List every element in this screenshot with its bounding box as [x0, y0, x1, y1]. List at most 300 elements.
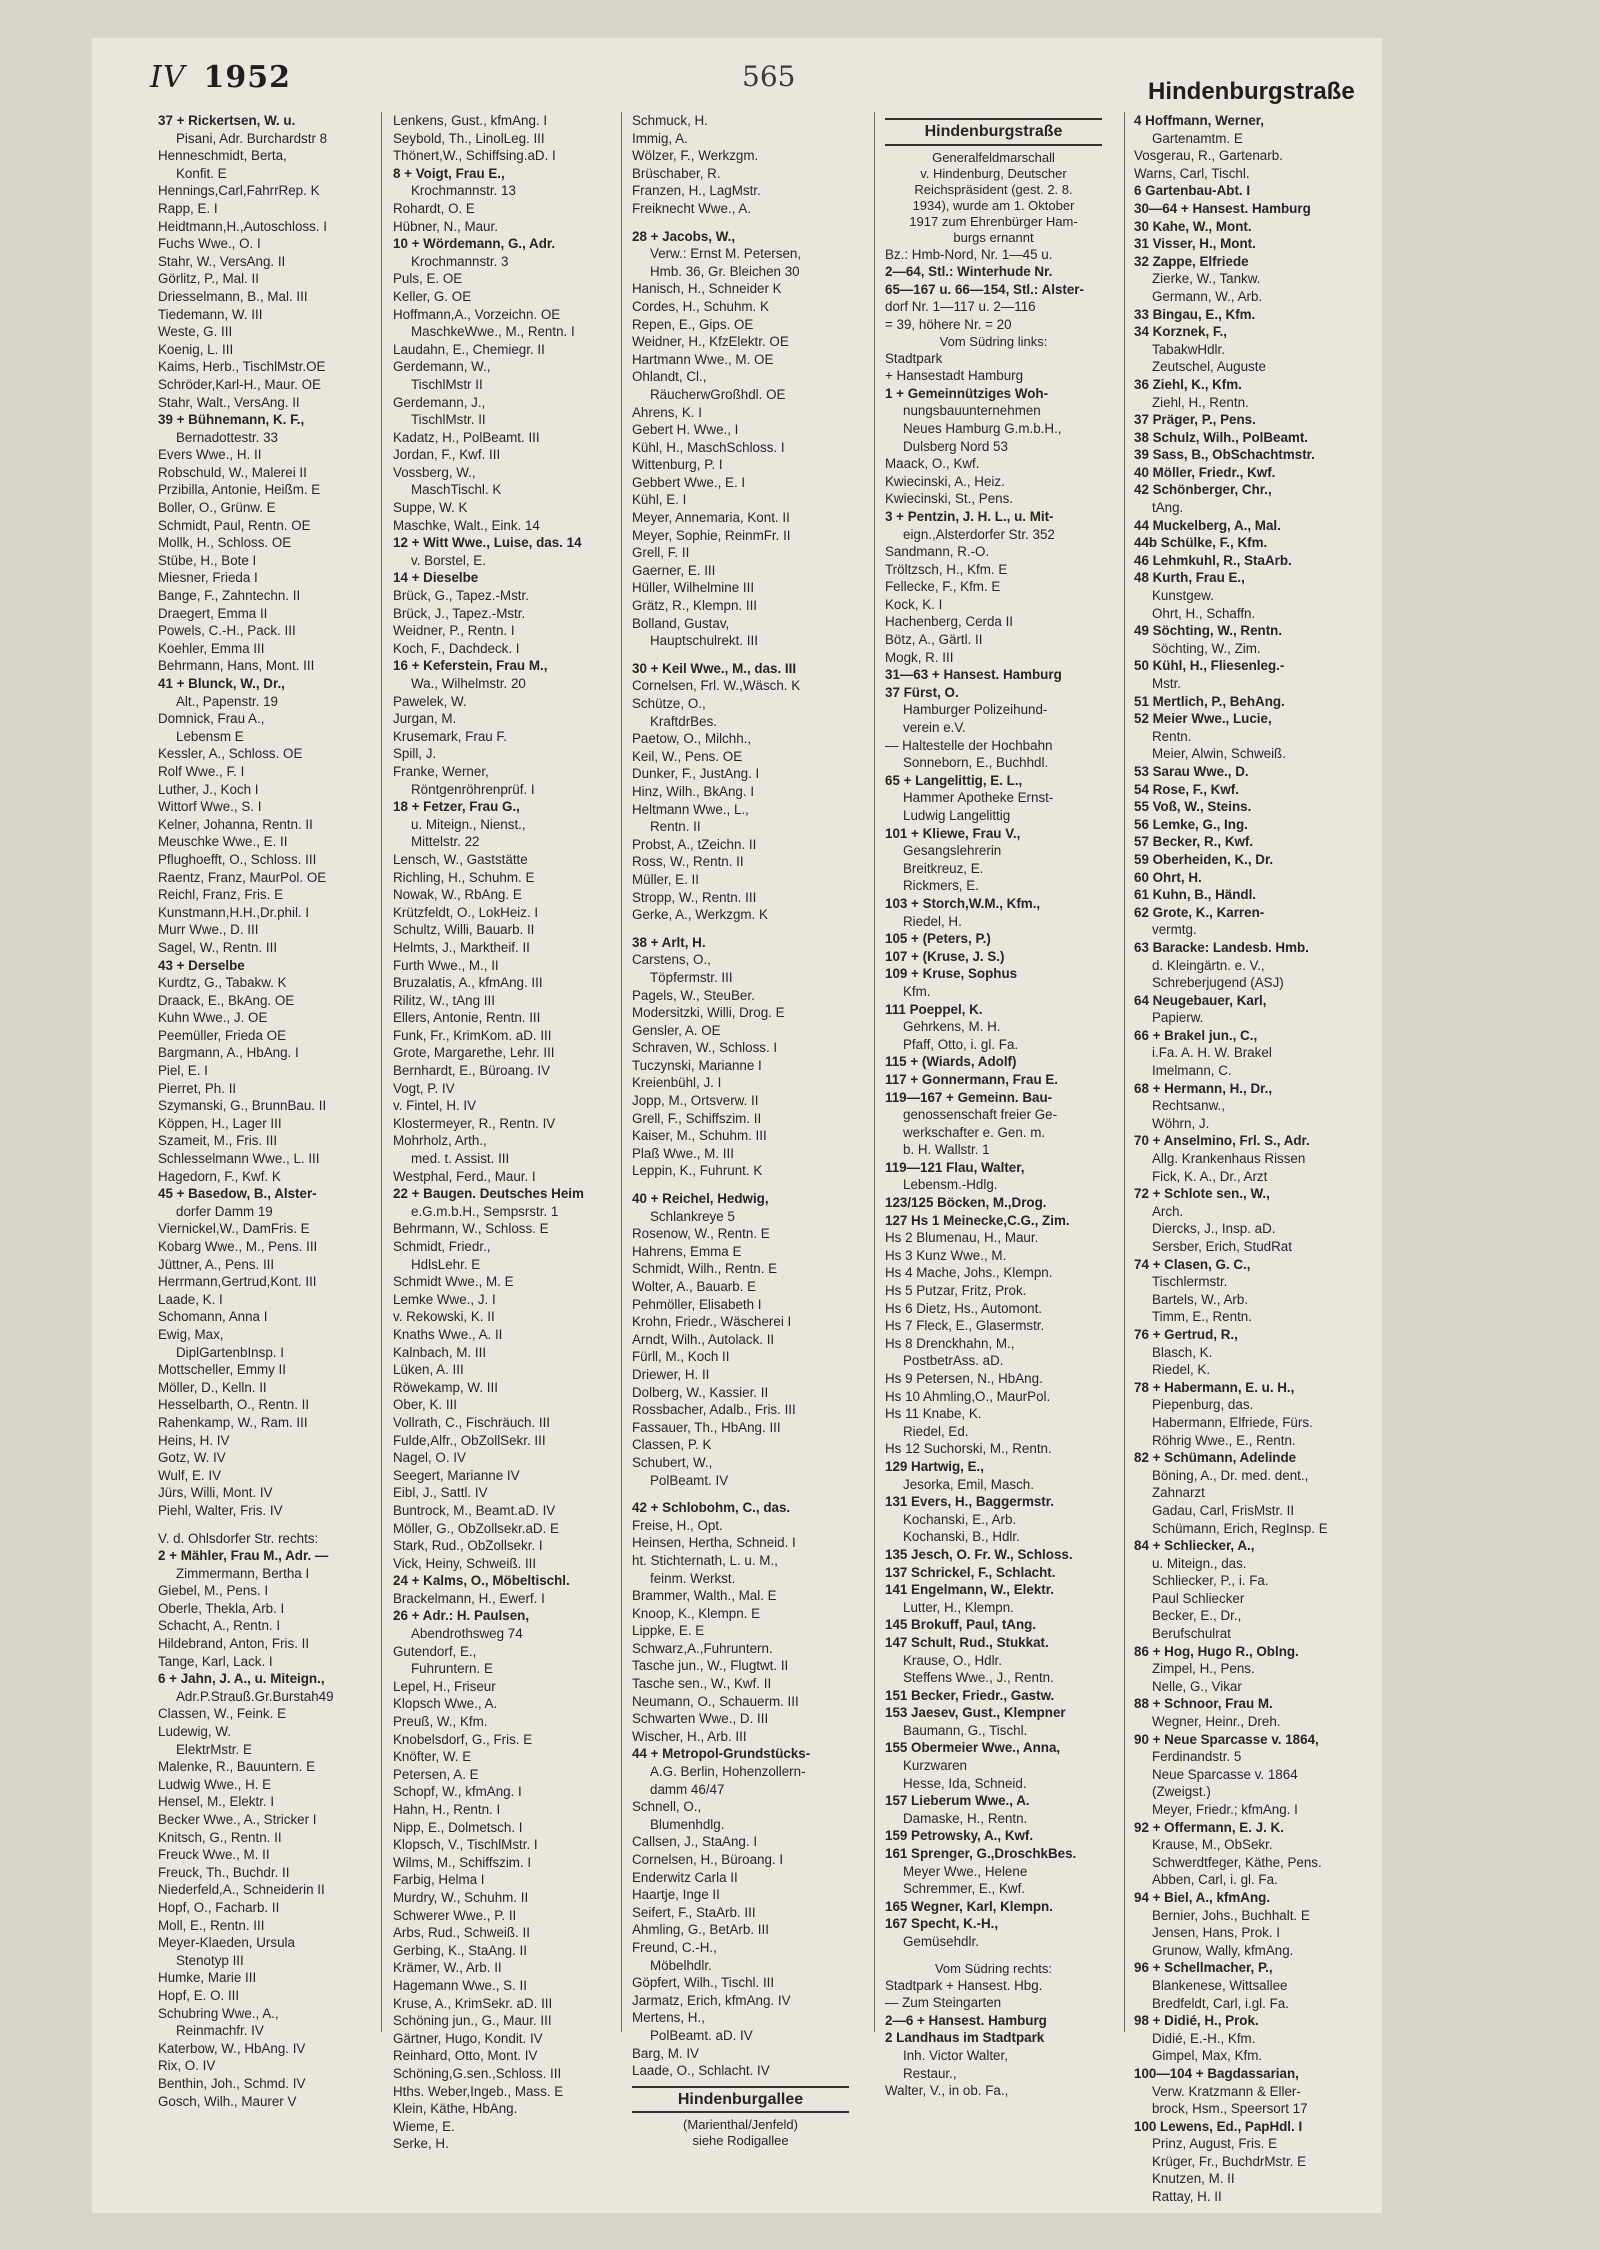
entry-continuation: ElektrMstr. E — [176, 1741, 252, 1757]
entry-continuation: Verw. Kratzmann & Eller- — [1152, 2083, 1301, 2099]
entry-continuation: Bernier, Johs., Buchhalt. E — [1152, 1907, 1310, 1923]
resident-entry: Herrmann,Gertrud,Kont. III — [158, 1274, 317, 1290]
entry-continuation: Bredfeldt, Carl, i.gl. Fa. — [1152, 1995, 1289, 2011]
resident-entry: Piehl, Walter, Fris. IV — [158, 1502, 283, 1518]
house-number-entry: 31 Visser, H., Mont. — [1134, 236, 1256, 252]
resident-entry: Jopp, M., Ortsverw. II — [632, 1093, 759, 1109]
entry-continuation: b. H. Wallstr. 1 — [903, 1142, 990, 1158]
resident-entry: Meuschke Wwe., E. II — [158, 834, 288, 850]
house-number-entry: 6 Gartenbau-Abt. I — [1134, 183, 1251, 199]
entry-continuation: Kfm. — [903, 983, 931, 999]
volume-roman-numeral: IV — [150, 60, 186, 95]
entry-continuation: Schreberjugend (ASJ) — [1152, 975, 1284, 991]
resident-entry: Krusemark, Frau F. — [393, 728, 507, 744]
entry-continuation: Riedel, K. — [1152, 1362, 1211, 1378]
resident-entry: Schütze, O., — [632, 696, 706, 711]
entry-continuation: Bartels, W., Arb. — [1152, 1291, 1248, 1307]
resident-entry: Heltmann Wwe., L., — [632, 801, 749, 817]
resident-entry: Bange, F., Zahntechn. II — [158, 588, 301, 604]
house-number-entry: 151 Becker, Friedr., Gastw. — [885, 1687, 1055, 1703]
resident-entry: Gerke, A., Werkzgm. K — [632, 907, 768, 923]
resident-entry: Draegert, Emma II — [158, 605, 268, 621]
resident-entry: Sandmann, R.-O. — [885, 544, 990, 560]
resident-entry: Giebel, M., Pens. I — [158, 1583, 269, 1599]
resident-entry: Stadtpark + Hansest. Hbg. — [885, 1977, 1043, 1993]
entry-continuation: Blumenhdlg. — [650, 1816, 725, 1832]
house-number-entry: 30—64 + Hansest. Hamburg — [1134, 200, 1311, 216]
house-number-entry: 74 + Clasen, G. C., — [1134, 1256, 1251, 1272]
entry-continuation: Pisani, Adr. Burchardstr 8 — [176, 130, 328, 146]
entry-continuation: Reinmachfr. IV — [176, 2023, 264, 2039]
resident-entry: Hahrens, Emma E — [632, 1243, 742, 1259]
entry-continuation: KraftdrBes. — [650, 713, 717, 729]
resident-entry: Malenke, R., Bauuntern. E — [158, 1759, 316, 1775]
section-note: v. Hindenburg, Deutscher — [920, 165, 1067, 181]
resident-entry: Jüttner, A., Pens. III — [158, 1256, 275, 1272]
resident-entry: Dunker, F., JustAng. I — [632, 766, 760, 782]
resident-entry: Warns, Carl, Tischl. — [1134, 165, 1250, 181]
resident-entry: Rilitz, W., tAng III — [393, 992, 495, 1008]
entry-continuation: TabakwHdlr. — [1152, 341, 1225, 357]
entry-continuation: Fick, K. A., Dr., Arzt — [1152, 1168, 1268, 1184]
entry-continuation: Diercks, J., Insp. aD. — [1152, 1221, 1276, 1237]
resident-entry: Gotz, W. IV — [158, 1450, 226, 1466]
resident-entry: Richling, H., Schuhm. E — [393, 869, 535, 885]
resident-entry: Weidner, H., KfzElektr. OE — [632, 334, 789, 350]
entry-continuation: Rattay, H. II — [1152, 2189, 1222, 2205]
resident-entry: Plaß Wwe., M. III — [632, 1145, 734, 1161]
entry-continuation: Damaske, H., Rentn. — [903, 1810, 1028, 1826]
resident-entry: Brammer, Walth., Mal. E — [632, 1588, 777, 1604]
resident-entry: Carstens, O., — [632, 952, 711, 968]
resident-entry: Freund, C.-H., — [632, 1939, 717, 1955]
resident-entry: Suppe, W. K — [393, 500, 468, 516]
resident-entry: Ross, W., Rentn. II — [632, 854, 744, 870]
entry-continuation: Rechtsanw., — [1152, 1098, 1225, 1114]
resident-entry: Bernhardt, E., Büroang. IV — [393, 1063, 551, 1079]
entry-spacer — [632, 218, 849, 228]
entry-continuation: Töpfermstr. III — [650, 969, 733, 985]
resident-entry: Stahr, W., VersAng. II — [158, 253, 286, 269]
resident-entry: Hachenberg, Cerda II — [885, 614, 1014, 630]
directory-column-5 — [1134, 112, 1351, 2205]
entry-continuation: Krause, O., Hdlr. — [903, 1652, 1002, 1668]
entry-continuation: RäucherwGroßhdl. OE — [650, 386, 786, 402]
house-number-entry: 1 + Gemeinnütziges Woh- — [885, 385, 1049, 401]
resident-entry: Schröder,Karl-H., Maur. OE — [158, 376, 321, 392]
house-number-entry: 92 + Offermann, E. J. K. — [1134, 1819, 1284, 1835]
resident-entry: Ewig, Max, — [158, 1326, 224, 1342]
resident-entry: Wittenburg, P. I — [632, 457, 723, 473]
house-number-entry: 66 + Brakel jun., C., — [1134, 1027, 1258, 1043]
entry-continuation: Inh. Victor Walter, — [903, 2047, 1008, 2063]
resident-entry: Hs 10 Ahmling,O., MaurPol. — [885, 1388, 1051, 1404]
resident-entry: Powels, C.-H., Pack. III — [158, 623, 296, 639]
resident-entry: Gerdemann, J., — [393, 394, 486, 410]
resident-entry: Kalnbach, M. III — [393, 1344, 487, 1360]
entry-continuation: Blankenese, Wittsallee — [1152, 1977, 1288, 1993]
entry-continuation: (Zweigst.) — [1152, 1784, 1211, 1800]
entry-continuation: Sonneborn, E., Buchhdl. — [903, 755, 1049, 771]
resident-entry: Stark, Rud., ObZollsekr. I — [393, 1538, 543, 1554]
resident-entry: Luther, J., Koch I — [158, 781, 259, 797]
entry-continuation: Rentn. II — [650, 819, 701, 835]
house-number-entry: 12 + Witt Wwe., Luise, das. 14 — [393, 535, 582, 551]
entry-continuation: Allg. Krankenhaus Rissen — [1152, 1151, 1306, 1167]
resident-entry: Rossbacher, Adalb., Fris. III — [632, 1402, 796, 1418]
entry-continuation: Krochmannstr. 13 — [411, 183, 516, 199]
resident-entry: Rapp, E. I — [158, 200, 218, 216]
resident-entry: Kruse, A., KrimSekr. aD. III — [393, 1995, 553, 2011]
resident-entry: Gerdemann, W., — [393, 359, 491, 375]
resident-entry: Schubert, W., — [632, 1454, 713, 1470]
resident-entry: Schwarz,A.,Fuhruntern. — [632, 1640, 773, 1656]
column-rule — [1124, 112, 1125, 2032]
resident-entry: Reichl, Franz, Fris. E — [158, 887, 284, 903]
entry-continuation: werkschafter e. Gen. m. — [903, 1124, 1046, 1140]
entry-continuation: Sersber, Erich, StudRat — [1152, 1239, 1292, 1254]
resident-entry: Schmidt, Friedr., — [393, 1239, 491, 1254]
resident-entry: Hesselbarth, O., Rentn. II — [158, 1397, 310, 1413]
resident-entry: Meyer-Klaeden, Ursula — [158, 1935, 295, 1951]
resident-entry: Grätz, R., Klempn. III — [632, 598, 758, 614]
resident-entry: Rahenkamp, W., Ram. III — [158, 1414, 308, 1430]
resident-entry: Gosch, Wilh., Maurer V — [158, 2093, 297, 2109]
entry-continuation: Kunstgew. — [1152, 588, 1214, 604]
entry-continuation: Schlankreye 5 — [650, 1208, 735, 1224]
entry-continuation: feinm. Werkst. — [650, 1570, 736, 1586]
resident-entry: Koch, F., Dachdeck. I — [393, 640, 520, 656]
resident-entry: Klopsch, V., TischlMstr. I — [393, 1837, 538, 1853]
resident-entry: Schmidt Wwe., M. E — [393, 1274, 514, 1290]
entry-continuation: Zeutschel, Auguste — [1152, 359, 1266, 375]
resident-entry: Hinz, Wilh., BkAng. I — [632, 783, 755, 799]
entry-continuation: Germann, W., Arb. — [1152, 288, 1263, 304]
resident-entry: v. Rekowski, K. II — [393, 1309, 495, 1325]
entry-continuation: Bernadottestr. 33 — [176, 429, 278, 445]
resident-entry: Meyer, Annemaria, Kont. II — [632, 510, 790, 526]
entry-continuation: Gesangslehrerin — [903, 843, 1002, 859]
resident-entry: Keller, G. OE — [393, 288, 472, 304]
entry-continuation: MaschkeWwe., M., Rentn. I — [411, 324, 575, 340]
resident-entry: Neumann, O., Schauerm. III — [632, 1693, 799, 1709]
entry-continuation: Stenotyp III — [176, 1952, 244, 1968]
entry-continuation: Zimmermann, Bertha I — [176, 1565, 310, 1581]
house-number-entry: 41 + Blunck, W., Dr., — [158, 676, 285, 691]
entry-continuation: Hmb. 36, Gr. Bleichen 30 — [650, 263, 800, 279]
resident-entry: Möller, D., Kelln. II — [158, 1379, 267, 1395]
house-number-entry: 147 Schult, Rud., Stukkat. — [885, 1634, 1049, 1650]
resident-entry: Möller, G., ObZollsekr.aD. E — [393, 1520, 559, 1536]
house-number-entry: 119—121 Flau, Walter, — [885, 1159, 1025, 1175]
entry-continuation: Lebensm E — [176, 728, 244, 744]
entry-continuation: Krause, M., ObSekr. — [1152, 1837, 1273, 1853]
entry-continuation: PolBeamt. IV — [650, 1472, 729, 1488]
house-number-entry: 96 + Schellmacher, P., — [1134, 1960, 1273, 1976]
entry-continuation: A.G. Berlin, Hohenzollern- — [650, 1764, 806, 1780]
resident-entry: Stahr, Walt., VersAng. II — [158, 394, 300, 410]
house-number-entry: 103 + Storch,W.M., Kfm., — [885, 895, 1041, 911]
resident-entry: Petersen, A. E — [393, 1766, 479, 1782]
resident-entry: Hüller, Wilhelmine III — [632, 580, 755, 596]
entry-continuation: Hammer Apotheke Ernst- — [903, 790, 1054, 806]
entry-continuation: Verw.: Ernst M. Petersen, — [650, 246, 802, 262]
house-number-entry: 131 Evers, H., Baggermstr. — [885, 1494, 1054, 1510]
resident-entry: Wischer, H., Arb. III — [632, 1728, 747, 1744]
resident-entry: Kühl, E. I — [632, 492, 687, 508]
entry-continuation: Dulsberg Nord 53 — [903, 438, 1008, 454]
resident-entry: Schöning,G.sen.,Schloss. III — [393, 2065, 562, 2081]
resident-entry: Bötz, A., Gärtl. II — [885, 632, 983, 648]
entry-continuation: Grunow, Wally, kfmAng. — [1152, 1942, 1294, 1958]
entry-spacer — [632, 924, 849, 934]
entry-continuation: Neues Hamburg G.m.b.H., — [903, 420, 1062, 436]
resident-entry: Hs 4 Mache, Johs., Klempn. — [885, 1265, 1053, 1281]
resident-entry: Rix, O. IV — [158, 2058, 216, 2074]
house-number-entry: 30 + Keil Wwe., M., das. III — [632, 660, 797, 676]
entry-spacer — [158, 1520, 375, 1530]
resident-entry: Brück, G., Tapez.-Mstr. — [393, 588, 529, 604]
resident-entry: Hs 6 Dietz, Hs., Automont. — [885, 1300, 1043, 1316]
resident-entry: Wulf, E. IV — [158, 1467, 222, 1483]
resident-entry: Kadatz, H., PolBeamt. III — [393, 429, 540, 445]
house-number-entry: 50 Kühl, H., Fliesenleg.- — [1134, 658, 1285, 674]
house-number-entry: 42 Schönberger, Chr., — [1134, 482, 1272, 498]
resident-entry: Gebert H. Wwe., I — [632, 422, 739, 438]
resident-entry: Driesselmann, B., Mal. III — [158, 288, 308, 304]
resident-entry: Schultz, Willi, Bauarb. II — [393, 922, 535, 938]
resident-entry: Behrmann, W., Schloss. E — [393, 1221, 549, 1237]
resident-entry: Stropp, W., Rentn. III — [632, 889, 757, 905]
house-number-entry: 34 Korznek, F., — [1134, 324, 1228, 340]
house-number-entry: 153 Jaesev, Gust., Klempner — [885, 1705, 1066, 1721]
resident-entry: Schomann, Anna I — [158, 1309, 268, 1325]
entry-continuation: Berufschulrat — [1152, 1626, 1231, 1642]
resident-entry: Helmts, J., Marktheif. II — [393, 939, 530, 955]
house-number-entry: 86 + Hog, Hugo R., Oblng. — [1134, 1643, 1299, 1659]
resident-entry: Hanisch, H., Schneider K — [632, 281, 782, 297]
house-number-entry: 8 + Voigt, Frau E., — [393, 165, 505, 181]
resident-entry: Repen, E., Gips. OE — [632, 316, 754, 332]
resident-entry: Tange, Karl, Lack. I — [158, 1653, 273, 1669]
resident-entry: Kreienbühl, J. I — [632, 1075, 722, 1091]
entry-continuation: MaschTischl. K — [411, 482, 502, 498]
house-number-entry: 46 Lehmkuhl, R., StaArb. — [1134, 552, 1292, 568]
resident-entry: Mottscheller, Emmy II — [158, 1362, 286, 1378]
resident-entry: Kock, K. I — [885, 596, 943, 612]
entry-continuation: Knutzen, M. II — [1152, 2171, 1235, 2187]
entry-continuation: Söchting, W., Zim. — [1152, 640, 1261, 656]
resident-entry: Weidner, P., Rentn. I — [393, 623, 515, 639]
resident-entry: Schwarten Wwe., D. III — [632, 1711, 769, 1727]
resident-entry: Wilms, M., Schiffszim. I — [393, 1854, 532, 1870]
entry-continuation: PolBeamt. aD. IV — [650, 2027, 753, 2043]
resident-entry: Enderwitz Carla II — [632, 1869, 738, 1885]
resident-entry: Ludewig, W. — [158, 1724, 231, 1740]
resident-entry: Schmuck, H. — [632, 113, 708, 128]
house-number-entry: 165 Wegner, Karl, Klempn. — [885, 1898, 1053, 1914]
house-number-entry: 2 Landhaus im Stadtpark — [885, 2030, 1045, 2046]
resident-entry: Wolter, A., Bauarb. E — [632, 1279, 757, 1294]
resident-entry: Pflughoefft, O., Schloss. III — [158, 851, 317, 867]
resident-entry: Ober, K. III — [393, 1397, 458, 1413]
entry-continuation: Rickmers, E. — [903, 878, 979, 894]
entry-continuation: Blasch, K. — [1152, 1344, 1213, 1360]
house-number-entry: 167 Specht, K.-H., — [885, 1916, 999, 1932]
resident-entry: Vogt, P. IV — [393, 1080, 455, 1096]
resident-entry: Kunstmann,H.H.,Dr.phil. I — [158, 904, 310, 920]
resident-entry: Laade, K. I — [158, 1291, 223, 1307]
resident-entry: Hs 11 Knabe, K. — [885, 1406, 982, 1422]
resident-entry: Callsen, J., StaAng. I — [632, 1834, 758, 1850]
resident-entry: Preuß, W., Kfm. — [393, 1714, 488, 1730]
resident-entry: Kurdtz, G., Tabakw. K — [158, 975, 287, 991]
resident-entry: + Hansestadt Hamburg — [885, 368, 1024, 384]
resident-entry: Kuhn Wwe., J. OE — [158, 1010, 268, 1026]
entry-continuation: u. Miteign., das. — [1152, 1555, 1247, 1571]
resident-entry: Serke, H. — [393, 2136, 449, 2152]
entry-continuation: Röntgenröhrenprüf. I — [411, 781, 535, 797]
resident-entry: Bolland, Gustav, — [632, 615, 730, 631]
resident-entry: Hagedorn, F., Kwf. K — [158, 1168, 281, 1184]
resident-entry: Classen, P. K — [632, 1437, 712, 1453]
resident-entry: Röwekamp, W. III — [393, 1379, 498, 1395]
resident-entry: Franzen, H., LagMstr. — [632, 183, 761, 199]
resident-entry: Görlitz, P., Mal. II — [158, 271, 259, 287]
house-number-entry: 115 + (Wiards, Adolf) — [885, 1054, 1017, 1070]
resident-entry: Krützfeldt, O., LokHeiz. I — [393, 904, 539, 920]
house-number-entry: 33 Bingau, E., Kfm. — [1134, 306, 1256, 322]
resident-entry: Cordes, H., Schuhm. K — [632, 298, 769, 314]
entry-continuation: Schliecker, P., i. Fa. — [1152, 1573, 1269, 1589]
resident-entry: Freiknecht Wwe., A. — [632, 200, 752, 216]
resident-entry: Sagel, W., Rentn. III — [158, 939, 278, 955]
resident-entry: Hs 5 Putzar, Fritz, Prok. — [885, 1283, 1027, 1299]
house-number-entry: 38 + Arlt, H. — [632, 934, 706, 950]
resident-entry: Grell, F. II — [632, 545, 690, 561]
section-note: Vom Südring rechts: — [934, 1960, 1053, 1976]
entry-continuation: Adr.P.Strauß.Gr.Burstah49 — [176, 1688, 334, 1704]
entry-continuation: dorfer Damm 19 — [176, 1203, 273, 1219]
house-number-entry: 161 Sprenger, G.,DroschkBes. — [885, 1846, 1077, 1862]
resident-entry: Laade, O., Schlacht. IV — [632, 2063, 770, 2079]
entry-continuation: Riedel, Ed. — [903, 1423, 969, 1439]
resident-entry: Gerbing, K., StaAng. II — [393, 1942, 527, 1958]
resident-entry: Stübe, H., Bote I — [158, 552, 257, 568]
resident-entry: Klein, Käthe, HbAng. — [393, 2101, 518, 2117]
entry-continuation: Piepenburg, das. — [1152, 1397, 1254, 1413]
resident-entry: Furth Wwe., M., II — [393, 957, 499, 973]
resident-entry: Leppin, K., Fuhrunt. K — [632, 1163, 763, 1179]
entry-continuation: Steffens Wwe., J., Rentn. — [903, 1670, 1054, 1686]
resident-entry: Nowak, W., RbAng. E — [393, 887, 522, 903]
resident-entry: Paetow, O., Milchh., — [632, 731, 752, 747]
resident-entry: Westphal, Ferd., Maur. I — [393, 1168, 536, 1184]
house-number-entry: 137 Schrickel, F., Schlacht. — [885, 1564, 1056, 1580]
resident-entry: Przibilla, Antonie, Heißm. E — [158, 482, 321, 498]
resident-entry: Boller, O., Grünw. E — [158, 500, 276, 516]
resident-entry: Modersitzki, Willi, Drog. E — [632, 1005, 785, 1021]
house-number-entry: 52 Meier Wwe., Lucie, — [1134, 711, 1272, 727]
entry-continuation: verein e.V. — [903, 720, 966, 736]
resident-entry: Bruzalatis, A., kfmAng. III — [393, 975, 543, 991]
resident-entry: Göpfert, Wilh., Tischl. III — [632, 1975, 775, 1991]
resident-entry: Fulde,Alfr., ObZollSekr. III — [393, 1432, 546, 1448]
house-number-entry: 76 + Gertrud, R., — [1134, 1326, 1238, 1342]
resident-entry: Lensch, W., Gaststätte — [393, 851, 528, 867]
house-number-entry: 56 Lemke, G., Ing. — [1134, 816, 1248, 832]
entry-continuation: Schümann, Erich, RegInsp. E — [1152, 1520, 1328, 1536]
resident-entry: Pagels, W., SteuBer. — [632, 987, 755, 1003]
house-number-entry: 42 + Schlobohm, C., das. — [632, 1500, 791, 1516]
column-rule — [621, 112, 622, 2032]
resident-entry: Grell, F., Schiffszim. II — [632, 1110, 762, 1126]
house-number-entry: 145 Brokuff, Paul, tAng. — [885, 1617, 1037, 1633]
entry-continuation: Krochmannstr. 3 — [411, 253, 509, 269]
resident-entry: Schlesselmann Wwe., L. III — [158, 1151, 320, 1167]
resident-entry: Haartje, Inge II — [632, 1887, 720, 1903]
house-number-entry: 55 Voß, W., Steins. — [1134, 799, 1252, 815]
resident-entry: Cornelsen, H., Büroang. I — [632, 1852, 784, 1867]
directory-column-4 — [885, 112, 1102, 2142]
entry-continuation: e.G.m.b.H., Sempsrstr. 1 — [411, 1203, 559, 1219]
house-number-entry: 32 Zappe, Elfriede — [1134, 253, 1249, 269]
entry-continuation: Krüger, Fr., BuchdrMstr. E — [1152, 2153, 1307, 2169]
resident-entry: Probst, A., tZeichn. II — [632, 836, 757, 852]
entry-continuation: Pfaff, Otto, i. gl. Fa. — [903, 1036, 1019, 1052]
house-number-entry: 2—6 + Hansest. Hamburg — [885, 2012, 1047, 2028]
resident-entry: Vossberg, W., — [393, 464, 476, 480]
house-number-entry: 14 + Dieselbe — [393, 570, 479, 586]
house-number-entry: 40 Möller, Friedr., Kwf. — [1134, 464, 1276, 480]
entry-continuation: Fuhruntern. E — [411, 1661, 493, 1677]
entry-continuation: nungsbauunternehmen — [903, 403, 1041, 419]
house-number-entry: 155 Obermeier Wwe., Anna, — [885, 1740, 1061, 1756]
resident-entry: Tröltzsch, H., Kfm. E — [885, 561, 1008, 577]
resident-entry: Fellecke, F., Kfm. E — [885, 579, 1001, 595]
entry-spacer — [885, 1951, 1102, 1961]
resident-entry: Hoffmann,A., Vorzeichn. OE — [393, 306, 561, 322]
entry-continuation: Imelmann, C. — [1152, 1063, 1232, 1079]
resident-entry: Hs 9 Petersen, N., HbAng. — [885, 1371, 1043, 1386]
resident-entry: Puls, E. OE — [393, 271, 463, 287]
resident-entry: Humke, Marie III — [158, 1970, 257, 1986]
resident-entry: Schraven, W., Schloss. I — [632, 1040, 778, 1056]
entry-spacer — [632, 1180, 849, 1190]
entry-continuation: Abendrothsweg 74 — [411, 1626, 523, 1642]
house-number-entry: 78 + Habermann, E. u. H., — [1134, 1379, 1295, 1395]
resident-entry: Pawelek, W. — [393, 693, 467, 709]
section-note: (Marienthal/Jenfeld) — [683, 2117, 798, 2133]
resident-entry: Domnick, Frau A., — [158, 711, 265, 727]
resident-entry: Kwiecinski, A., Heiz. — [885, 473, 1005, 489]
entry-continuation: Gimpel, Max, Kfm. — [1152, 2048, 1263, 2064]
resident-entry: Thönert,W., Schiffsing.aD. I — [393, 148, 556, 164]
resident-entry: Lepel, H., Friseur — [393, 1678, 496, 1694]
running-head-volume — [150, 60, 291, 95]
resident-entry: Classen, W., Feink. E — [158, 1706, 286, 1722]
resident-entry: Ahrens, K. I — [632, 404, 702, 420]
resident-entry: Seybold, Th., LinolLeg. III — [393, 130, 545, 146]
entry-continuation: Mstr. — [1152, 676, 1182, 691]
resident-entry: Hennings,Carl,FahrrRep. K — [158, 183, 320, 199]
entry-continuation: Hesse, Ida, Schneid. — [903, 1775, 1027, 1791]
house-number-entry: 63 Baracke: Landesb. Hmb. — [1134, 939, 1309, 955]
entry-continuation: Schremmer, E., Kwf. — [903, 1881, 1026, 1897]
resident-entry: Henneschmidt, Berta, — [158, 148, 287, 164]
resident-entry: Hensel, M., Elektr. I — [158, 1794, 275, 1810]
section-note: Reichspräsident (gest. 2. 8. — [914, 181, 1073, 197]
